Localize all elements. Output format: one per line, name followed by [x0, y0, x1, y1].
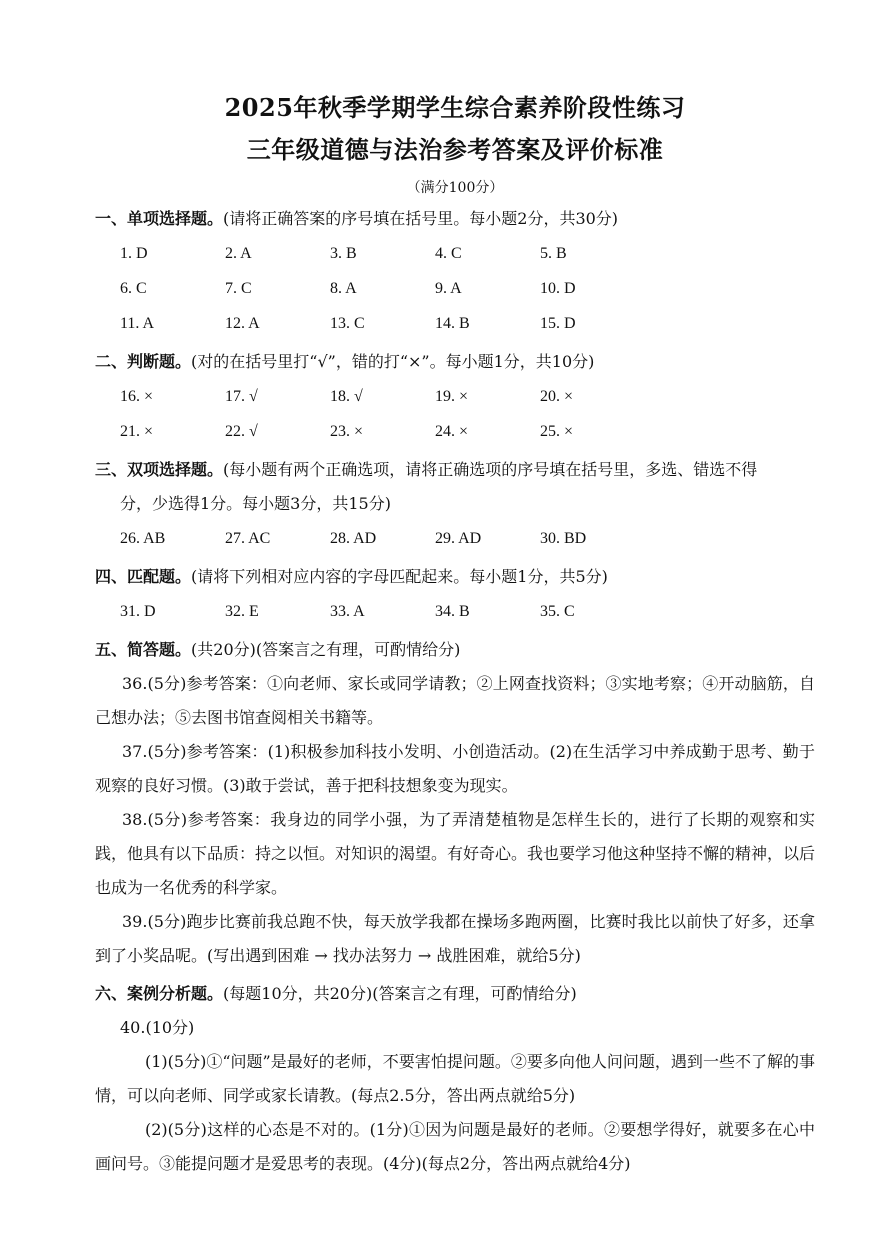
page-title: 2025年秋季学期学生综合素养阶段性练习 [224, 93, 686, 122]
answer-item: 15. D [540, 315, 576, 332]
full-score-note: （满分100分） [406, 180, 504, 196]
answer-item: 12. A [225, 315, 260, 332]
answer-item: 21. × [120, 423, 154, 440]
answer-item: 26. AB [120, 530, 166, 547]
answer-row [95, 414, 815, 449]
answer-row [95, 379, 815, 414]
answer-item: 11. A [120, 315, 155, 332]
page-subtitle: 三年级道德与法治参考答案及评价标准 [246, 135, 664, 164]
answer-item: 18. √ [330, 388, 363, 405]
answer-item: 35. C [540, 603, 575, 620]
answer-item: 10. D [540, 280, 576, 297]
section-3-heading [95, 453, 815, 487]
section-1-title: 一、单项选择题。 [95, 209, 224, 228]
answer-row [95, 594, 815, 629]
answer-row [95, 521, 815, 556]
answer-item: 28. AD [330, 530, 377, 547]
question-40-label: 40.(10分) [120, 1018, 195, 1037]
section-2-title: 二、判断题。 [95, 352, 192, 371]
answer-row [95, 271, 815, 306]
answer-item: 14. B [435, 315, 470, 332]
section-5-title: 五、简答题。 [95, 640, 192, 659]
section-3-title: 三、双项选择题。 [95, 460, 224, 479]
answer-item: 13. C [330, 315, 365, 332]
section-4-note: (请将下列相对应内容的字母匹配起来。每小题1分，共5分) [191, 567, 608, 586]
answer-item: 32. E [225, 603, 259, 620]
section-5-note: (共20分)(答案言之有理，可酌情给分) [191, 640, 461, 659]
section-1-heading [95, 202, 815, 236]
section-2-note: (对的在括号里打“√”，错的打“×”。每小题1分，共10分) [191, 352, 595, 371]
section-3-note: (每小题有两个正确选项，请将正确选项的序号填在括号里，多选、错选不得 [223, 460, 758, 479]
section-1-note: (请将正确答案的序号填在括号里。每小题2分，共30分) [223, 209, 619, 228]
section-4-heading [95, 560, 815, 594]
answer-item: 20. × [540, 388, 574, 405]
answer-item: 16. × [120, 388, 154, 405]
answer-row [95, 236, 815, 271]
answer-item: 4. C [435, 245, 462, 262]
answer-item: 34. B [435, 603, 470, 620]
answer-item: 25. × [540, 423, 574, 440]
answer-item: 33. A [330, 603, 365, 620]
answer-40-part-2: (2)(5分)这样的心态是不对的。(1分)①因为问题是最好的老师。②要想学得好，就要多在心中画问号。③能提问题才是爱思考的表现。(4分)(每点2分，答出两点就给4分) [95, 1120, 815, 1173]
answer-item: 3. B [330, 245, 357, 262]
answer-item: 24. × [435, 423, 469, 440]
answer-item: 30. BD [540, 530, 587, 547]
answer-36: 36.(5分)参考答案：①向老师、家长或同学请教；②上网查找资料；③实地考察；④开动脑筋，自己想办法；⑤去图书馆查阅相关书籍等。 [95, 674, 815, 727]
answer-item: 8. A [330, 280, 357, 297]
section-6-note: (每题10分，共20分)(答案言之有理，可酌情给分) [223, 984, 577, 1003]
answer-item: 1. D [120, 245, 148, 262]
answer-40-part-1: (1)(5分)①“问题”是最好的老师，不要害怕提问题。②要多向他人问问题，遇到一些不了解的事情，可以向老师、同学或家长请教。(每点2.5分，答出两点就给5分) [95, 1052, 815, 1105]
answer-item: 6. C [120, 280, 147, 297]
section-2-heading [95, 345, 815, 379]
answer-item: 27. AC [225, 530, 271, 547]
answer-item: 31. D [120, 603, 156, 620]
section-5-heading [95, 633, 815, 667]
answer-item: 2. A [225, 245, 252, 262]
answer-item: 19. × [435, 388, 469, 405]
answer-39: 39.(5分)跑步比赛前我总跑不快，每天放学我都在操场多跑两圈，比赛时我比以前快了好多，还拿到了小奖品呢。(写出遇到困难 → 找办法努力 → 战胜困难，就给5分) [95, 912, 815, 965]
answer-item: 23. × [330, 423, 364, 440]
answer-item: 29. AD [435, 530, 482, 547]
answer-37: 37.(5分)参考答案：(1)积极参加科技小发明、小创造活动。(2)在生活学习中养成勤于思考、勤于观察的良好习惯。(3)敢于尝试，善于把科技想象变为现实。 [95, 742, 815, 795]
section-4-title: 四、匹配题。 [95, 567, 192, 586]
section-6-heading [95, 977, 815, 1011]
answer-item: 9. A [435, 280, 462, 297]
answer-item: 22. √ [225, 423, 258, 440]
section-6-title: 六、案例分析题。 [95, 984, 224, 1003]
answer-item: 17. √ [225, 388, 258, 405]
answer-row [95, 306, 815, 341]
section-3-note-continued: 分，少选得1分。每小题3分，共15分) [120, 494, 391, 513]
answer-38: 38.(5分)参考答案：我身边的同学小强，为了弄清楚植物是怎样生长的，进行了长期的观察和实践，他具有以下品质：持之以恒。对知识的渴望。有好奇心。我也要学习他这种坚持不懈的精神，以后也成为一名优秀的科学家。 [95, 810, 816, 897]
answer-item: 7. C [225, 280, 252, 297]
answer-item: 5. B [540, 245, 567, 262]
